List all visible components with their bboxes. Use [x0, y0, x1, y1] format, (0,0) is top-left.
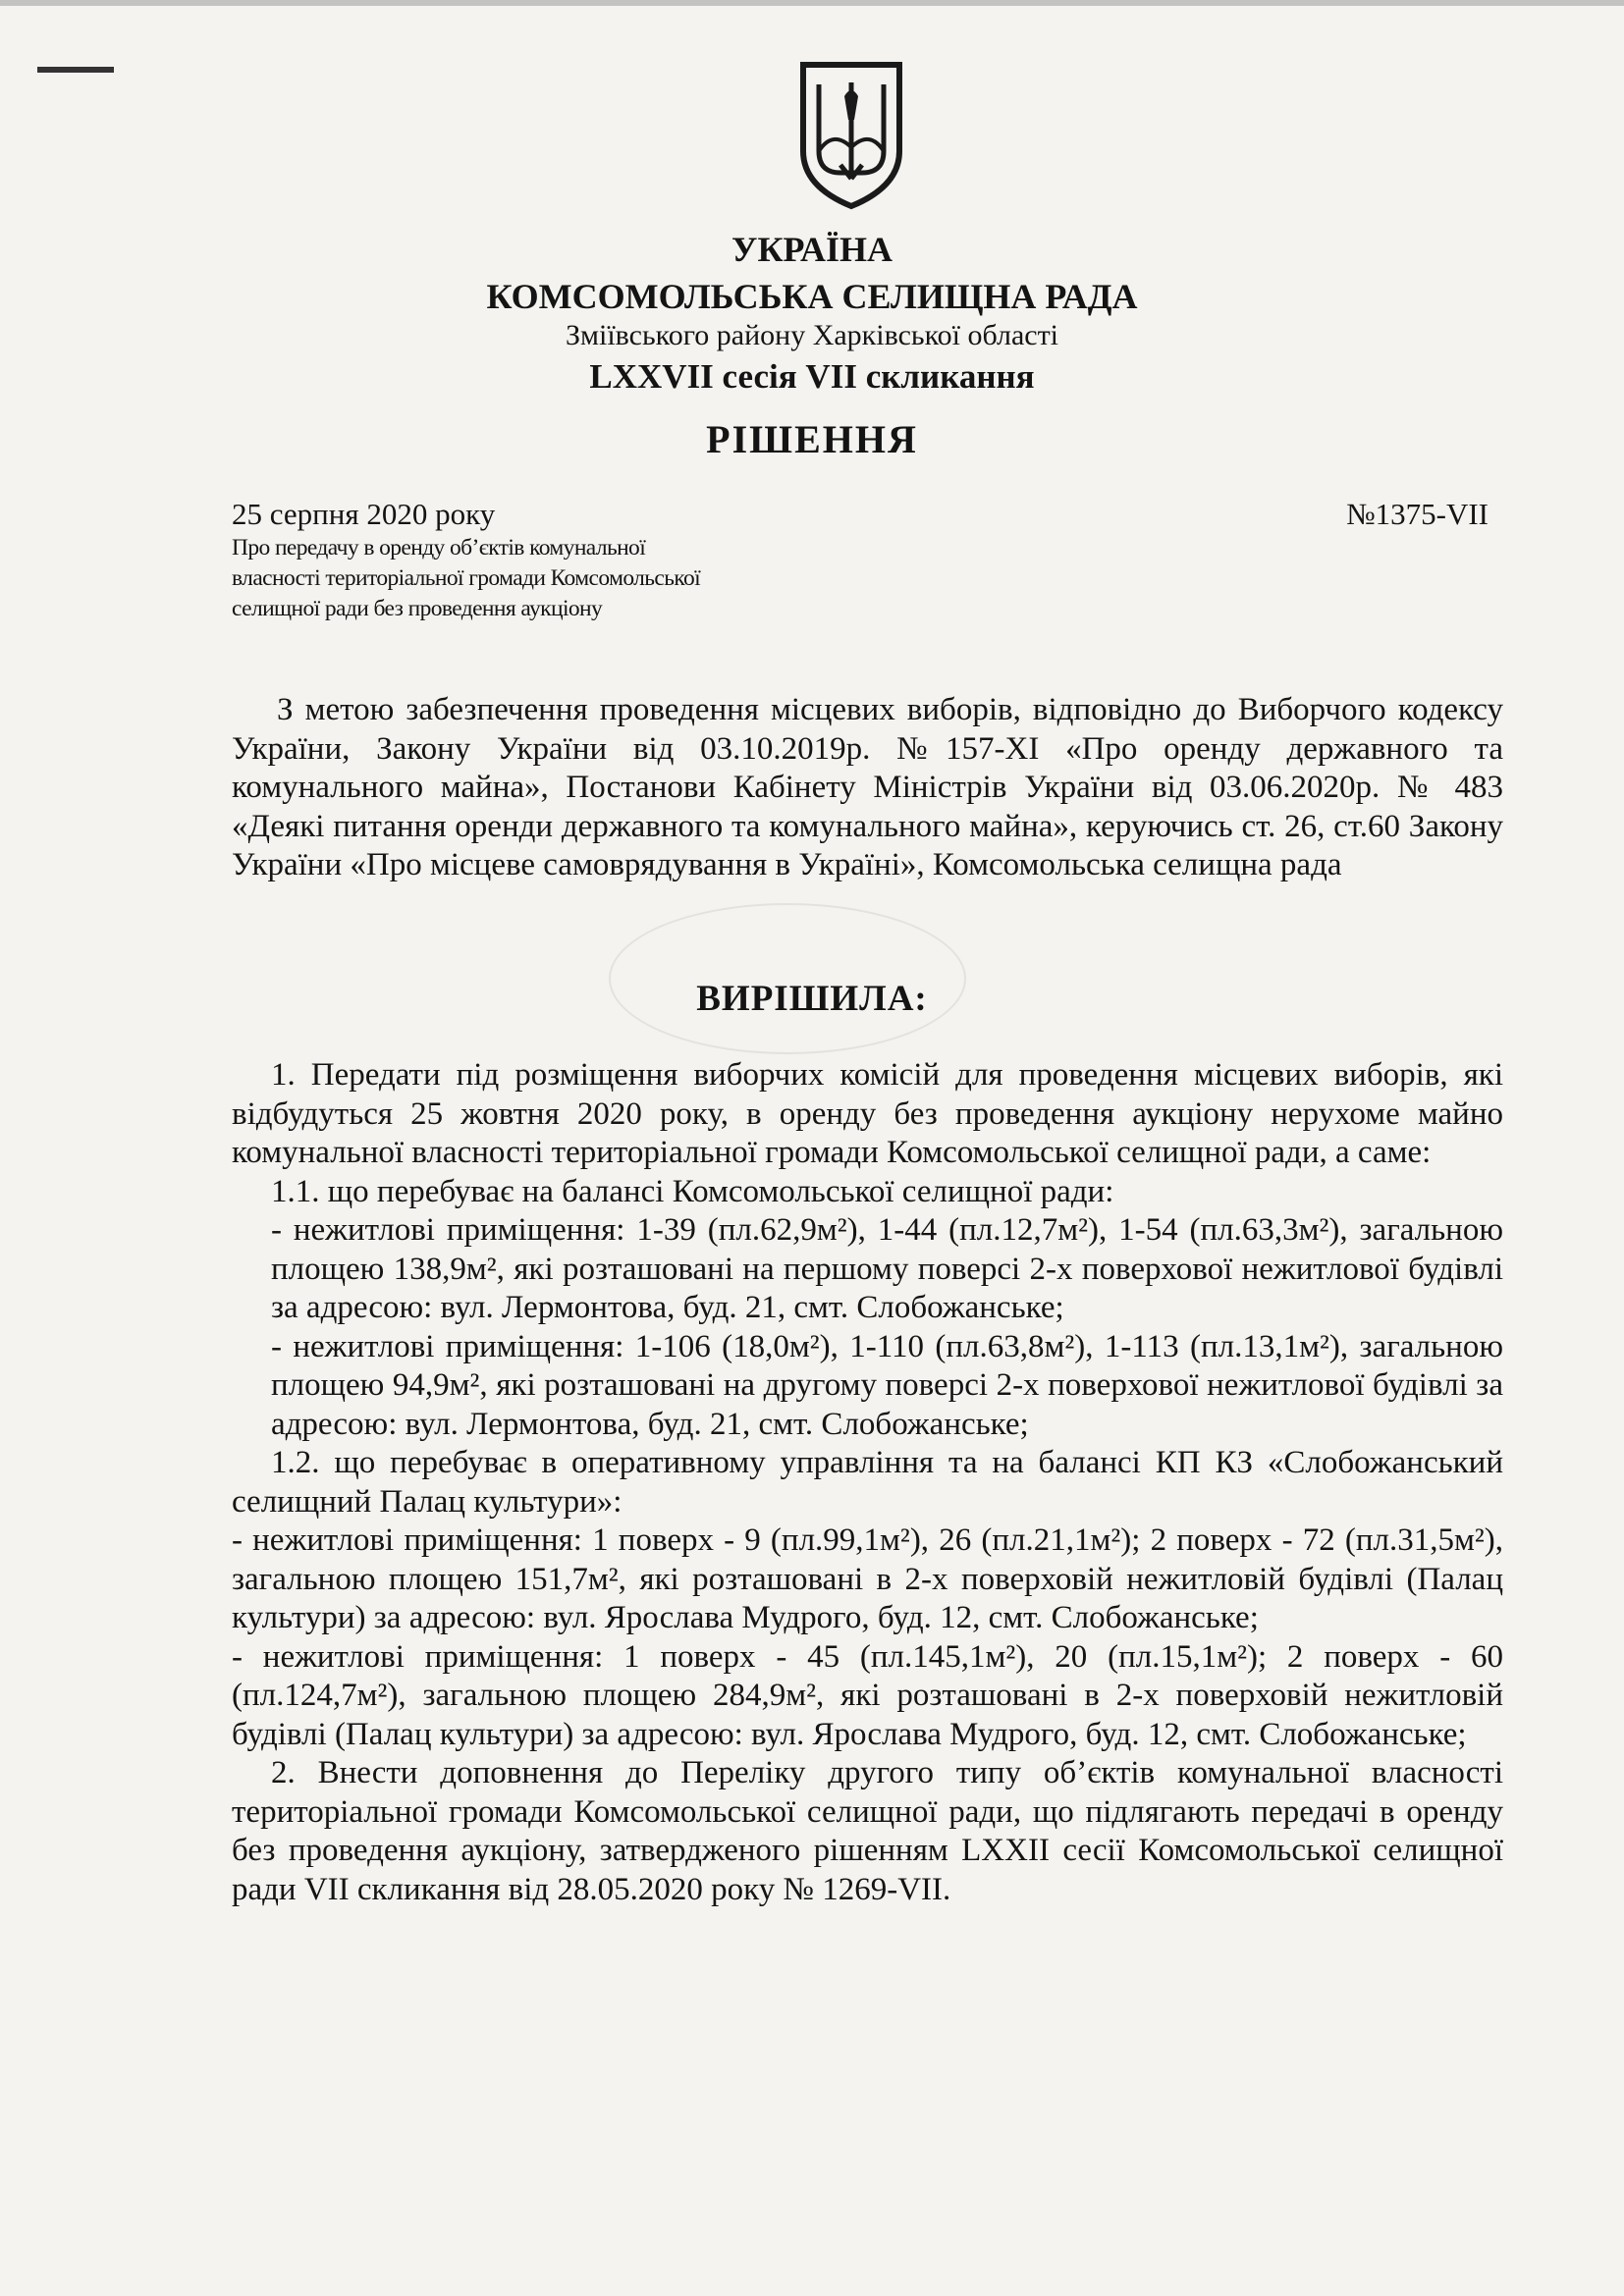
- decision-date: 25 серпня 2020 року: [232, 497, 496, 531]
- point-1-1-item: - нежитлові приміщення: 1-39 (пл.62,9м²), 1-44 (пл.12,7м²), 1-54 (пл.63,3м²), загальною площею 138,9м², які розташовані на першому поверсі 2-х поверхової нежитлової будівлі за адресою: вул. Лермонтова, буд. 21, смт. Слобожанське;: [271, 1212, 1503, 1325]
- council-heading: КОМСОМОЛЬСЬКА СЕЛИЩНА РАДА: [486, 277, 1138, 316]
- trident-emblem-icon: [797, 61, 905, 210]
- subject-line: власності територіальної громади Комсомольської: [232, 565, 701, 591]
- preamble-paragraph: З метою забезпечення проведення місцевих виборів, відповідно до Виборчого кодексу України, Закону України від 03.10.2019р. №157-ХІ «Про оренду державного та комунального майна», Постанови Кабінету Міністрів України від 03.06.2020р. № 483 «Деякі питання оренди державного та комунального майна», керуючись ст. 26, ст.60 Закону України «Про місцеве самоврядування в Україні», Комсомольська селищна рада: [232, 692, 1503, 882]
- point-1-2-item: - нежитлові приміщення: 1 поверх - 9 (пл.99,1м²), 26 (пл.21,1м²); 2 поверх - 72 (пл.31,5м²), загальною площею 151,7м², які розташовані в 2-х поверховій нежитловій будівлі (Палац культури) за адресою: вул. Ярослава Мудрого, буд. 12, смт. Слобожанське;: [232, 1522, 1503, 1635]
- document-type-heading: РІШЕННЯ: [706, 417, 918, 461]
- point-1-2-item: - нежитлові приміщення: 1 поверх - 45 (пл.145,1м²), 20 (пл.15,1м²); 2 поверх - 60 (пл.124,7м²), загальною площею 284,9м², які розташовані в 2-х поверховій нежитловій будівлі (Палац культури) за адресою: вул. Ярослава Мудрого, буд. 12, смт. Слобожанське;: [232, 1638, 1503, 1752]
- district-heading: Зміївського району Харківської області: [565, 319, 1059, 351]
- decided-heading: ВИРІШИЛА:: [696, 979, 928, 1019]
- point-1-1-item: - нежитлові приміщення: 1-106 (18,0м²), 1-110 (пл.63,8м²), 1-113 (пл.13,1м²), загальною площею 94,9м², які розташовані на другому поверсі 2-х поверхової нежитлової будівлі за адресою: вул. Лермонтова, буд. 21, смт. Слобожанське;: [271, 1328, 1503, 1442]
- decision-number: №1375-VII: [1346, 497, 1489, 531]
- country-heading: УКРАЇНА: [731, 230, 893, 269]
- scan-edge-line: [0, 0, 1624, 6]
- subject-line: Про передачу в оренду об’єктів комунальної: [232, 535, 646, 561]
- point-1-1: 1.1. що перебуває на балансі Комсомольської селищної ради:: [271, 1173, 1114, 1209]
- decision-points: [232, 1056, 1503, 1909]
- point-1: 1. Передати під розміщення виборчих комісій для проведення місцевих виборів, які відбудуться 25 жовтня 2020 року, в оренду без проведення аукціону нерухоме майно комунальної власності територіальної громади Комсомольської селищної ради, а саме:: [232, 1057, 1503, 1170]
- point-1-2: 1.2. що перебуває в оперативному управління та на балансі КП КЗ «Слобожанський селищний Палац культури»:: [232, 1445, 1503, 1520]
- decision-subject: [232, 533, 782, 624]
- session-heading: LXXVII сесія VII скликання: [589, 357, 1035, 396]
- subject-line: селищної ради без проведення аукціону: [232, 596, 603, 621]
- margin-dash-mark: [37, 67, 114, 73]
- point-2: 2. Внести доповнення до Переліку другого типу об’єктів комунальної власності територіальної громади Комсомольської селищної ради, що підлягають передачі в оренду без проведення аукціону, затвердженого рішенням LXXII сесії Комсомольської селищної ради VII скликання від 28.05.2020 року № 1269-VII.: [232, 1755, 1503, 1907]
